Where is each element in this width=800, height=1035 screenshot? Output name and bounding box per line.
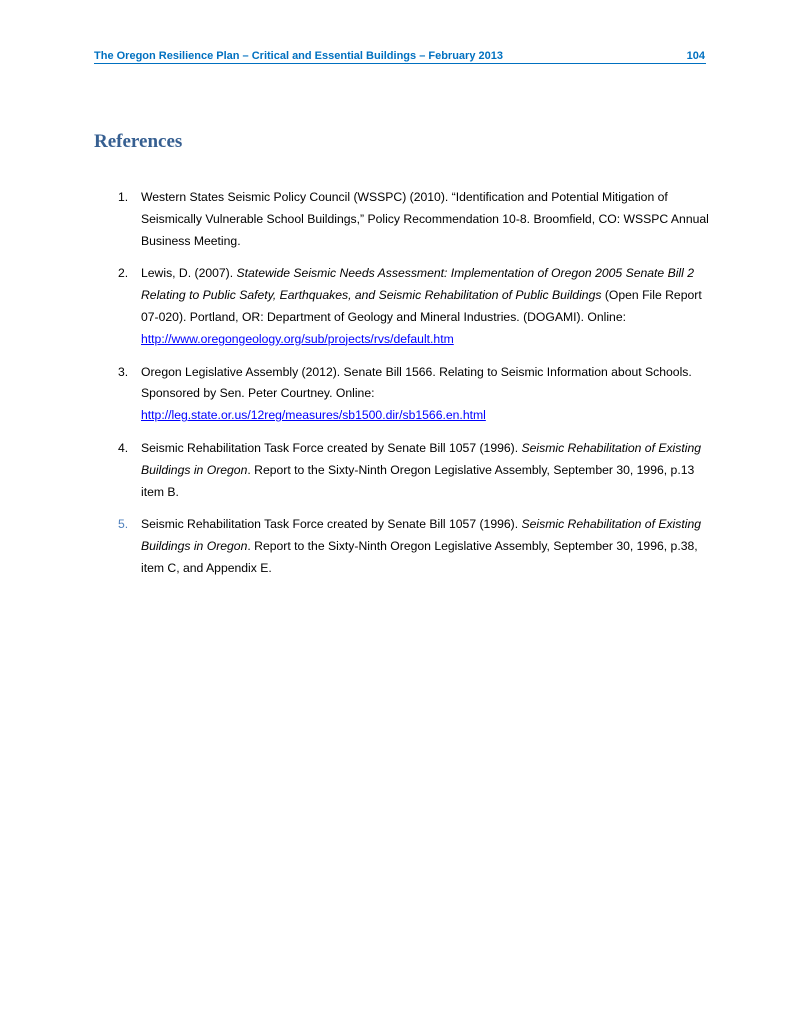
reference-item (94, 438, 714, 503)
reference-number: 3. (118, 364, 129, 379)
page-number: 104 (686, 50, 705, 62)
reference-number: 1. (118, 190, 129, 204)
reference-lead: Oregon Legislative Assembly (2012). Senate Bill 1566. Relating to Seismic Information about Schools. Sponsored by Sen. Peter Courtney. Online: (141, 364, 692, 401)
reference-lead: Lewis, D. (2007). (141, 266, 237, 281)
dogami-link[interactable]: http://www.oregongeology.org/sub/projects/rvs/default.htm (141, 331, 454, 346)
reference-title: Statewide Seismic Needs Assessment: Implementation of Oregon 2005 Senate Bill 2 Relating to Public Safety, Earthquakes, and Seismic Rehabilitation of Public Buildings (141, 266, 695, 303)
reference-title: Seismic Rehabilitation of Existing Buildings in Oregon (141, 517, 702, 554)
reference-number: 4. (118, 440, 129, 455)
reference-tail: . Report to the Sixty-Ninth Oregon Legislative Assembly, September 30, 1996, p.38, item C, and Appendix E. (141, 539, 698, 575)
running-header (94, 49, 706, 64)
reference-item (94, 263, 714, 350)
reference-number: 5. (118, 517, 129, 532)
document-title: The Oregon Resilience Plan – Critical and Essential Buildings – February 2013 (94, 50, 503, 62)
reference-item (94, 187, 714, 252)
reference-item (94, 514, 714, 579)
reference-lead: Seismic Rehabilitation Task Force created by Senate Bill 1057 (1996). (141, 440, 522, 455)
reference-lead: Seismic Rehabilitation Task Force created by Senate Bill 1057 (1996). (141, 517, 522, 532)
reference-list (94, 187, 714, 580)
senate-bill-link[interactable]: http://leg.state.or.us/12reg/measures/sb1500.dir/sb1566.en.html (141, 408, 486, 423)
reference-tail: (Open File Report 07-020). Portland, OR: Department of Geology and Mineral Industries. (DOGAMI). Online: (141, 288, 702, 324)
section-heading: References (94, 131, 183, 152)
reference-tail: . Report to the Sixty-Ninth Oregon Legislative Assembly, September 30, 1996, p.13 item B. (141, 462, 695, 499)
reference-text: Western States Seismic Policy Council (WSSPC) (2010). “Identification and Potential Mitigation of Seismically Vulnerable School Buildings,” Policy Recommendation 10-8. Broomfield, CO: WSSPC Annual Business Meeting. (141, 190, 709, 248)
reference-number: 2. (118, 266, 129, 281)
reference-item (94, 362, 714, 427)
reference-title: Seismic Rehabilitation of Existing Buildings in Oregon (141, 440, 702, 477)
